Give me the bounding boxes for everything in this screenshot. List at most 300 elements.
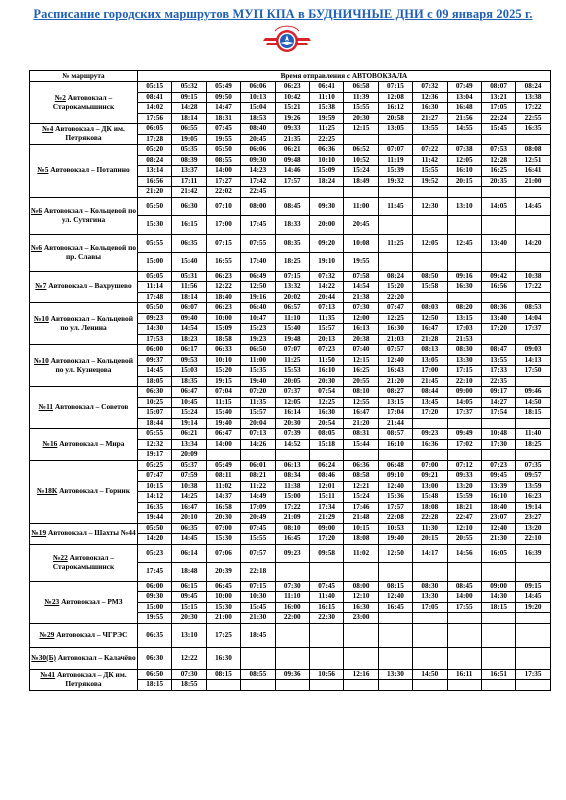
departure-time: 10:00 <box>206 313 240 324</box>
departure-time: 08:34 <box>275 471 309 482</box>
departure-time: 09:23 <box>275 544 309 563</box>
departure-time: 15:58 <box>413 282 447 293</box>
table-row <box>30 82 551 93</box>
departure-time: 06:36 <box>309 145 343 156</box>
departure-time: 13:55 <box>413 124 447 135</box>
departure-time: 14:47 <box>206 103 240 114</box>
departure-time: 14:45 <box>138 366 172 377</box>
departure-time <box>309 563 343 582</box>
departure-time <box>516 623 551 647</box>
departure-time: 18:35 <box>172 376 206 387</box>
departure-time: 07:07 <box>378 145 412 156</box>
departure-time: 19:15 <box>206 376 240 387</box>
departure-time: 06:57 <box>275 303 309 314</box>
departure-time: 05:25 <box>138 460 172 471</box>
departure-time <box>481 680 515 691</box>
departure-time: 22:24 <box>481 113 515 124</box>
table-row <box>30 271 551 282</box>
departure-time: 16:36 <box>413 439 447 450</box>
route-name: Автовокзал – ЧГРЭС <box>54 629 128 639</box>
departure-time: 14:30 <box>138 324 172 335</box>
route-label <box>30 234 138 271</box>
departure-time: 12:51 <box>516 155 551 166</box>
departure-time: 07:54 <box>309 387 343 398</box>
departure-time: 12:50 <box>413 313 447 324</box>
departure-time: 21:27 <box>413 113 447 124</box>
departure-time <box>413 187 447 198</box>
departure-time: 16:45 <box>378 602 412 613</box>
departure-time: 05:49 <box>206 460 240 471</box>
departure-time: 11:10 <box>275 313 309 324</box>
route-name: Автовокзал – РМЗ <box>59 596 123 606</box>
route-number: №23 <box>44 596 60 606</box>
departure-time: 07:00 <box>206 523 240 534</box>
route-label <box>30 523 138 544</box>
departure-time: 15:24 <box>344 166 378 177</box>
company-logo <box>263 24 311 58</box>
departure-time: 07:55 <box>241 234 275 253</box>
departure-time: 12:40 <box>378 592 412 603</box>
departure-time: 14:20 <box>138 534 172 545</box>
departure-time: 22:08 <box>378 513 412 524</box>
departure-time: 17:05 <box>413 602 447 613</box>
departure-time: 10:48 <box>481 429 515 440</box>
departure-time: 08:05 <box>309 429 343 440</box>
departure-time: 09:10 <box>378 471 412 482</box>
departure-time: 10:10 <box>309 155 343 166</box>
table-row <box>30 387 551 398</box>
departure-time: 18:23 <box>172 334 206 345</box>
departure-time: 20:38 <box>344 334 378 345</box>
departure-time: 07:37 <box>275 387 309 398</box>
departure-time: 07:47 <box>378 303 412 314</box>
route-label <box>30 544 138 581</box>
departure-time: 17:04 <box>378 408 412 419</box>
schedule-table <box>29 70 551 691</box>
departure-time: 15:11 <box>309 492 343 503</box>
departure-time: 16:14 <box>275 408 309 419</box>
departure-time: 08:24 <box>378 271 412 282</box>
departure-time: 08:00 <box>241 197 275 216</box>
departure-time: 13:00 <box>413 481 447 492</box>
departure-time: 18:49 <box>344 176 378 187</box>
departure-time: 21:09 <box>275 513 309 524</box>
departure-time <box>447 613 481 624</box>
departure-time: 17:53 <box>138 334 172 345</box>
departure-time: 07:49 <box>447 82 481 93</box>
departure-time: 09:40 <box>172 313 206 324</box>
departure-time: 18:24 <box>309 176 343 187</box>
departure-time: 07:15 <box>241 581 275 592</box>
departure-time: 21:20 <box>378 376 412 387</box>
departure-time: 18:40 <box>481 502 515 513</box>
departure-time: 18:25 <box>275 253 309 272</box>
departure-time: 12:30 <box>413 197 447 216</box>
route-label <box>30 581 138 623</box>
departure-time: 18:15 <box>138 680 172 691</box>
departure-time: 21:35 <box>275 134 309 145</box>
departure-time <box>481 613 515 624</box>
departure-time: 22:35 <box>481 376 515 387</box>
route-number: №10 <box>33 313 49 323</box>
route-label <box>30 669 138 690</box>
departure-time: 15:23 <box>241 324 275 335</box>
departure-time <box>275 187 309 198</box>
departure-time: 08:13 <box>413 345 447 356</box>
departure-time: 16:00 <box>275 602 309 613</box>
departure-time: 17:27 <box>206 176 240 187</box>
departure-time: 06:33 <box>206 345 240 356</box>
departure-time: 05:32 <box>172 82 206 93</box>
departure-time: 07:35 <box>516 460 551 471</box>
departure-time: 17:40 <box>241 253 275 272</box>
departure-time: 21:20 <box>344 418 378 429</box>
departure-time: 06:21 <box>172 429 206 440</box>
departure-time: 09:36 <box>275 669 309 680</box>
departure-time: 05:37 <box>172 460 206 471</box>
departure-time: 14:30 <box>481 592 515 603</box>
departure-time <box>413 647 447 669</box>
departure-time: 19:52 <box>413 176 447 187</box>
departure-time: 06:35 <box>138 623 172 647</box>
departure-time <box>481 450 515 461</box>
departure-time: 06:23 <box>275 82 309 93</box>
departure-time: 11:10 <box>275 592 309 603</box>
departure-time <box>309 623 343 647</box>
departure-time: 05:55 <box>138 429 172 440</box>
departure-time: 08:36 <box>481 303 515 314</box>
departure-time: 16:15 <box>309 602 343 613</box>
departure-time: 16:30 <box>413 103 447 114</box>
departure-time <box>413 216 447 235</box>
departure-time <box>344 680 378 691</box>
departure-time: 14:02 <box>138 103 172 114</box>
departure-time: 09:03 <box>516 345 551 356</box>
departure-time: 21:45 <box>413 376 447 387</box>
departure-time <box>275 450 309 461</box>
departure-time: 12:21 <box>344 481 378 492</box>
departure-time: 16:15 <box>172 216 206 235</box>
departure-time: 07:47 <box>138 471 172 482</box>
departure-time: 13:37 <box>172 166 206 177</box>
departure-time: 06:23 <box>206 271 240 282</box>
departure-time: 15:40 <box>172 253 206 272</box>
departure-time: 06:30 <box>172 197 206 216</box>
departure-time: 13:15 <box>447 313 481 324</box>
departure-time: 07:38 <box>447 145 481 156</box>
departure-time: 06:14 <box>172 544 206 563</box>
departure-time <box>309 187 343 198</box>
departure-time: 09:00 <box>481 581 515 592</box>
departure-time: 05:05 <box>138 271 172 282</box>
route-number: №41 <box>40 669 56 679</box>
departure-time: 05:31 <box>172 271 206 282</box>
departure-time: 16:30 <box>206 647 240 669</box>
route-name: Автовокзал – Кольцевой по пр. Славы <box>42 242 137 261</box>
departure-time: 13:21 <box>481 92 515 103</box>
departure-time: 06:47 <box>206 429 240 440</box>
departure-time: 07:00 <box>413 460 447 471</box>
departure-time: 06:13 <box>275 460 309 471</box>
departure-time: 11:39 <box>344 92 378 103</box>
departure-time: 06:23 <box>206 303 240 314</box>
departure-time: 08:40 <box>241 124 275 135</box>
departure-time: 08:00 <box>344 581 378 592</box>
departure-time <box>516 334 551 345</box>
departure-time <box>447 623 481 647</box>
departure-time: 17:37 <box>447 408 481 419</box>
departure-time: 16:35 <box>516 124 551 135</box>
departure-time: 16:25 <box>344 366 378 377</box>
departure-time: 18:44 <box>138 418 172 429</box>
route-name: Автовокзал – Горник <box>57 486 130 496</box>
departure-time: 20:45 <box>344 216 378 235</box>
departure-time <box>413 253 447 272</box>
departure-time: 08:58 <box>344 471 378 482</box>
departure-time <box>413 680 447 691</box>
departure-time: 06:55 <box>172 124 206 135</box>
departure-time <box>516 563 551 582</box>
departure-time: 08:15 <box>206 669 240 680</box>
departure-time: 11:19 <box>378 155 412 166</box>
departure-time: 06:35 <box>172 234 206 253</box>
departure-time: 09:57 <box>516 471 551 482</box>
departure-time: 21:29 <box>309 513 343 524</box>
departure-time: 13:20 <box>516 523 551 534</box>
departure-time: 10:15 <box>344 523 378 534</box>
departure-time: 13:34 <box>172 439 206 450</box>
departure-time: 11:25 <box>309 124 343 135</box>
departure-time: 10:45 <box>172 397 206 408</box>
departure-time: 22:45 <box>241 187 275 198</box>
route-label <box>30 345 138 387</box>
departure-time: 12:01 <box>309 481 343 492</box>
departure-time: 21:28 <box>413 334 447 345</box>
departure-time: 09:58 <box>309 544 343 563</box>
departure-time: 18:55 <box>172 680 206 691</box>
departure-time: 10:15 <box>138 481 172 492</box>
route-number: №29 <box>39 629 55 639</box>
departure-time: 07:59 <box>172 471 206 482</box>
departure-time: 07:06 <box>206 544 240 563</box>
departure-time: 13:59 <box>516 481 551 492</box>
departure-time: 14:00 <box>447 592 481 603</box>
table-row <box>30 429 551 440</box>
departure-time: 21:48 <box>344 513 378 524</box>
departure-time: 14:54 <box>344 282 378 293</box>
departure-time: 07:58 <box>344 271 378 282</box>
departure-time: 12:50 <box>378 544 412 563</box>
departure-time: 11:30 <box>413 523 447 534</box>
departure-time <box>413 450 447 461</box>
departure-time: 06:40 <box>241 303 275 314</box>
departure-time: 15:20 <box>206 366 240 377</box>
departure-time: 12:36 <box>413 92 447 103</box>
departure-time: 19:32 <box>378 176 412 187</box>
departure-time: 13:40 <box>481 313 515 324</box>
departure-time <box>241 647 275 669</box>
departure-time: 07:15 <box>378 82 412 93</box>
departure-time: 09:53 <box>172 355 206 366</box>
route-number: №22 <box>52 552 68 562</box>
departure-time: 15:09 <box>309 166 343 177</box>
departure-time: 07:40 <box>344 345 378 356</box>
departure-time: 22:00 <box>275 613 309 624</box>
departure-time: 06:00 <box>138 345 172 356</box>
departure-time: 09:45 <box>172 592 206 603</box>
departure-time <box>447 187 481 198</box>
route-name: Автовокзал – Советов <box>53 402 129 412</box>
departure-time: 06:45 <box>206 581 240 592</box>
departure-time: 15:48 <box>413 492 447 503</box>
departure-time <box>516 292 551 303</box>
table-row <box>30 647 551 669</box>
departure-time: 13:45 <box>413 397 447 408</box>
departure-time: 07:30 <box>172 669 206 680</box>
departure-time: 08:35 <box>275 234 309 253</box>
departure-time: 17:30 <box>481 439 515 450</box>
departure-time: 15:57 <box>241 408 275 419</box>
departure-time: 10:47 <box>241 313 275 324</box>
departure-time: 15:57 <box>309 324 343 335</box>
departure-time: 14:05 <box>447 397 481 408</box>
departure-time: 16:10 <box>481 492 515 503</box>
departure-time: 11:02 <box>344 544 378 563</box>
departure-time: 19:55 <box>206 134 240 145</box>
departure-time: 21:00 <box>516 176 551 187</box>
departure-time: 11:45 <box>378 197 412 216</box>
departure-time <box>447 450 481 461</box>
departure-time: 07:32 <box>309 271 343 282</box>
departure-time: 19:55 <box>344 253 378 272</box>
departure-time: 09:48 <box>275 155 309 166</box>
departure-time: 20:30 <box>172 613 206 624</box>
departure-time: 14:27 <box>481 397 515 408</box>
departure-time: 16:25 <box>481 166 515 177</box>
departure-time: 05:50 <box>138 523 172 534</box>
departure-time: 10:13 <box>241 92 275 103</box>
departure-time: 14:28 <box>172 103 206 114</box>
departure-time: 09:49 <box>447 429 481 440</box>
departure-time: 19:20 <box>516 602 551 613</box>
departure-time: 16:11 <box>447 669 481 680</box>
departure-time: 15:00 <box>275 492 309 503</box>
departure-time <box>275 563 309 582</box>
departure-time <box>206 680 240 691</box>
departure-time <box>481 134 515 145</box>
departure-time: 11:00 <box>241 355 275 366</box>
route-number: №30(Б) <box>31 652 56 662</box>
departure-time: 13:40 <box>481 234 515 253</box>
departure-time: 15:55 <box>413 166 447 177</box>
departure-time <box>516 613 551 624</box>
departure-time: 19:59 <box>309 113 343 124</box>
departure-time: 09:30 <box>241 155 275 166</box>
departure-time <box>447 647 481 669</box>
departure-time: 21:30 <box>481 534 515 545</box>
departure-time: 06:58 <box>344 82 378 93</box>
departure-time: 06:49 <box>241 271 275 282</box>
departure-time: 16:47 <box>172 502 206 513</box>
departure-time: 17:02 <box>447 439 481 450</box>
departure-time: 08:44 <box>413 387 447 398</box>
table-row <box>30 523 551 534</box>
departure-time <box>481 563 515 582</box>
departure-time <box>275 647 309 669</box>
departure-time: 14:55 <box>447 124 481 135</box>
departure-time: 15:30 <box>206 534 240 545</box>
departure-time <box>344 623 378 647</box>
route-label <box>30 387 138 429</box>
departure-time: 15:21 <box>275 103 309 114</box>
departure-time: 07:20 <box>241 387 275 398</box>
departure-time: 15:45 <box>241 602 275 613</box>
departure-time: 09:50 <box>206 92 240 103</box>
departure-time: 13:32 <box>275 282 309 293</box>
departure-time: 18:31 <box>206 113 240 124</box>
route-label <box>30 271 138 303</box>
departure-time: 08:50 <box>413 271 447 282</box>
departure-time: 11:22 <box>241 481 275 492</box>
departure-time: 09:21 <box>413 471 447 482</box>
route-name: Автовокзал – Кольцевой по ул. Сутягина <box>42 205 137 224</box>
departure-time: 09:33 <box>447 471 481 482</box>
route-name: Автовокзал – Кольцевой по ул. Кузнецова <box>48 355 133 374</box>
departure-time: 08:21 <box>241 471 275 482</box>
departure-time: 14:54 <box>172 324 206 335</box>
departure-time: 18:14 <box>172 113 206 124</box>
departure-time: 15:24 <box>344 492 378 503</box>
departure-time: 09:42 <box>481 271 515 282</box>
departure-time: 06:50 <box>241 345 275 356</box>
departure-time: 06:41 <box>309 82 343 93</box>
departure-time: 20:09 <box>172 450 206 461</box>
departure-time: 20:55 <box>344 376 378 387</box>
departure-time: 14:00 <box>206 166 240 177</box>
departure-time: 17:22 <box>275 502 309 513</box>
table-row <box>30 460 551 471</box>
route-column-header: № маршрута <box>30 71 138 82</box>
departure-time: 15:30 <box>206 602 240 613</box>
departure-time: 07:13 <box>241 429 275 440</box>
departure-time: 13:14 <box>138 166 172 177</box>
departure-time: 20:45 <box>241 134 275 145</box>
departure-time: 14:12 <box>138 492 172 503</box>
departure-time: 09:15 <box>516 581 551 592</box>
departure-time <box>481 334 515 345</box>
departure-time: 07:32 <box>413 82 447 93</box>
departure-time: 17:20 <box>309 534 343 545</box>
departure-time: 15:20 <box>378 282 412 293</box>
departure-time: 16:10 <box>378 439 412 450</box>
departure-time <box>309 450 343 461</box>
departure-time <box>516 187 551 198</box>
departure-time: 11:35 <box>309 313 343 324</box>
departure-time: 16:39 <box>516 544 551 563</box>
table-row <box>30 581 551 592</box>
departure-time: 21:00 <box>206 613 240 624</box>
route-number: №6 <box>30 242 43 252</box>
route-number: №6 <box>30 205 43 215</box>
departure-time <box>413 418 447 429</box>
departure-time: 07:57 <box>241 544 275 563</box>
departure-time: 07:23 <box>309 345 343 356</box>
departure-time: 07:22 <box>413 145 447 156</box>
departure-time: 15:30 <box>138 216 172 235</box>
route-number: №7 <box>35 281 47 291</box>
departure-time: 17:54 <box>481 408 515 419</box>
route-label <box>30 623 138 647</box>
